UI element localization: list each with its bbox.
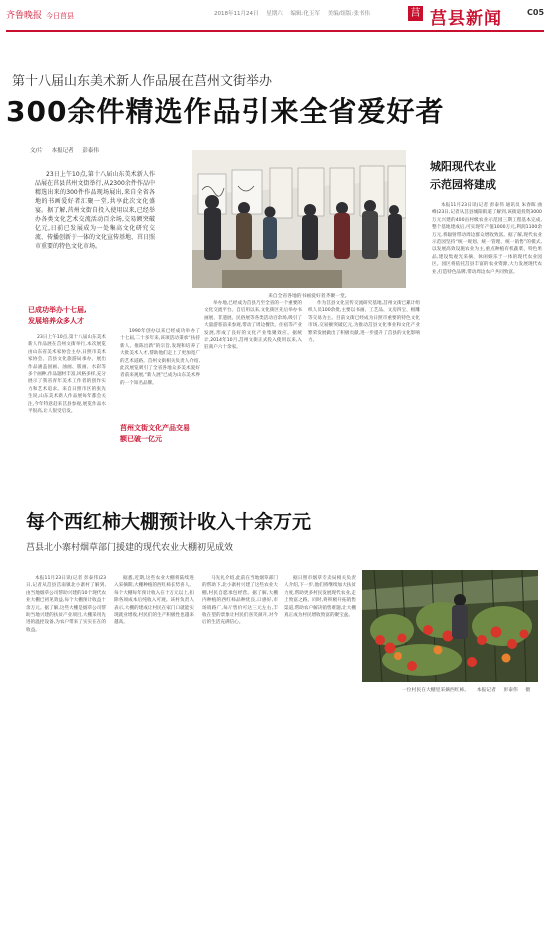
article1-column-2 [120, 328, 200, 420]
designer-credit: 美编/组版:张书伟 [327, 11, 370, 17]
sidebar-headline-line2: 示范园将建成 [430, 178, 496, 191]
caption-text: 一位村民在大棚里采摘西红柿。 [402, 688, 470, 693]
sidebar-body [432, 202, 542, 450]
article2-subtitle: 莒县北小寨村烟草部门援建的现代农业大棚初见成效 [26, 543, 234, 553]
article2-column-4 [284, 575, 356, 699]
caption-role: 本报记者 [476, 688, 496, 693]
section-logo-icon: 莒 [408, 6, 423, 21]
exhibition-photo [192, 150, 406, 288]
tomato-greenhouse-image [362, 570, 538, 682]
article2-column-2 [114, 575, 194, 699]
header-divider [6, 30, 544, 32]
brand-name: 齐鲁晚报 [6, 11, 43, 21]
brand-sub: 今日莒县 [46, 12, 75, 20]
editor-credit: 编辑:化玉军 [290, 11, 320, 17]
column-paragraph: 1990年创办以来已经成功举办了十七届,二十多年来,该项活动秉承“扶持新人、推陈出新”的宗旨,发现和培养了大批美术人才,帮助他们走上了更加宽广的艺术道路。莒州文街相关负责人介绍,此次展览吸引了全省各地众多美术爱好者前来观展,“新人展”已成为山东美术界的一个知名品牌。 [120, 329, 200, 386]
tomato-greenhouse-photo [362, 570, 538, 682]
article1-subtitle: 第十八届山东美术新人作品展在莒州文街举办 [12, 74, 273, 89]
byline-type: 文/片 [30, 148, 43, 154]
column-paragraph: 据日照市烟草专卖局相关负责人介绍,下一步,他们将继续加大扶贫力度,帮助更多村民发展现代农业,走上致富之路。同时,将积极开拓销售渠道,帮助农户解决销售难题,让大棚真正成为村民增收致富的聚宝盆。 [284, 576, 356, 619]
column-paragraph: 马先礼介绍,此前在当地烟草部门的帮助下,北小寨村兴建了这些农业大棚,村民自愿承包经营。据了解,大棚内种植的西红柿品种优良,口感好,市场销路广,每斤售价可达三元左右,丰收在望的景象让村民们喜笑颜开,对今后的生活充满信心。 [202, 576, 278, 626]
exhibition-photo-caption: 来自全省各地的书画爱好者齐聚一堂。 [268, 294, 350, 299]
column-paragraph: 23日上午10点,第十八届山东美术新人作品展在莒州文街举行,本次展览由山东省美术家协会主办,日照市美术家协会、莒县文化旅游局承办。展出作品涵盖国画、油画、版画、水彩等多个画种,作品题材丰富,风格多样,充分展示了我省青年美术工作者的创作实力和艺术追求。来自日照市区的张先生说,山东美术新人作品展每年都会关注,今年特意赶来莒县参观,展览作品水平很高,让人很受启发。 [28, 335, 106, 415]
article2-column-1 [26, 575, 106, 699]
issue-meta [214, 9, 376, 17]
byline-role: 本报记者 [51, 148, 74, 154]
column-paragraph: 据悉,近期,这些农业大棚将陆续进入采摘期,大棚种植的西红柿长势喜人。每个大棚每年预计收入在十万元以上,扣除各项成本后纯收入可观。该村负责人表示,大棚的建成让村民在家门口就能实现就业增收,村民们的生产积极性也越来越高。 [114, 576, 194, 626]
sidebar-headline [430, 158, 496, 194]
article1-column-1 [28, 334, 106, 466]
column-paragraph: 举办地,已经成为莒县乃至全省的一个重要的文化交流平台。自启用以来,文化街区先后举办书画展、非遗展、民俗展等各类活动百余场,吸引了大量游客前来参观,带动了周边餐饮、住宿等产业发展,形成了良好的文化产业集聚效应。据统计,2014年10月,莒州文街正式投入使用以来,入驻商户六十余家。 [204, 301, 302, 351]
column-paragraph: 作为莒县文化宣传交流研究基地,莒州文街已累计组织人员100余批,主要以书画、工艺品、文房四宝、根雕等交易为主。目前文街已经成为日照市重要的特色文化市场,交易额突破亿元,为推动莒县文化事业和文化产业繁荣发展做出了积极贡献,进一步提升了莒县的文化影响力。 [308, 301, 420, 344]
article1-lead [35, 170, 155, 251]
article2-column-3 [202, 575, 278, 699]
page-number: C05 [527, 8, 545, 17]
page-bottom-margin [0, 712, 550, 930]
pullquote-second: 莒州文街文化产品交易额已破一亿元 [120, 424, 190, 443]
exhibition-scene-image [192, 150, 406, 288]
newspaper-masthead [6, 8, 74, 21]
article1-headline: 300余件精选作品引来全省爱好者 [6, 95, 445, 128]
tomato-photo-caption [402, 686, 536, 693]
article2-headline: 每个西红柿大棚预计收入十余万元 [26, 511, 312, 533]
section-title: 莒县新闻 [430, 9, 502, 29]
page-header [0, 0, 550, 28]
article1-column-3 [204, 300, 302, 462]
sidebar-headline-line1: 城阳现代农业 [430, 160, 496, 173]
caption-credit: 摄 [525, 688, 531, 693]
issue-date: 2018年11月24日 [214, 11, 259, 17]
pullquote-first: 已成功举办十七届,发展培养众多人才 [28, 306, 87, 325]
column-paragraph: 本报11月23日讯(记者 彭泰伟)23日,记者从莒县莒南镇北小寨村了解到,由当地烟草公司帮助兴建的10个现代农业大棚已初见效益,每个大棚预计收益十余万元。据了解,这些大棚是烟草公司帮助当地兴建的扶贫产业项目,大棚采用先进的温控设备,为农户带来了实实在在的收益。 [26, 576, 106, 633]
article1-column-4 [308, 300, 420, 462]
sidebar-paragraph: 本报11月23日讯(记者 彭泰伟 通讯员 朱春晖 曲峰)23日,记者从莒县城阳街道了解到,该街道投资3000万元兴建的400亩村级农业示范园三期工程基本完成,整个基地建成后,可实现年产值1000万元,利润1100余万元,将辐射带动周边群众增收致富。据了解,现代农业示范园坚持“统一规划、统一管理、统一销售”的模式,以发展高效设施农业为主,重点种植有机蔬菜、特色果品,建设集观光采摘、休闲娱乐于一体的现代农业园区。园区将依托莒县丰富的农业资源,大力发展现代农业,打造特色品牌,带动周边农户共同致富。 [432, 203, 542, 275]
lead-paragraph: 23日上午10点,第十八届山东美术新人作品展在莒县莒州文街举行,从2300余件作品中精选出来的300件作品现场展出,来自全省各地的书画爱好者汇聚一堂,共享此次文化盛宴。据了解,莒州文街自投入使用以来,已经举办各类文化艺术交流活动百余场,交易额突破亿元,日前已发展成为一处集高文化研究交流、传播创新于一体的文化宣传基地、莒日照市重要的特色文化市场。 [35, 171, 156, 250]
issue-weekday: 星期六 [266, 11, 283, 17]
byline-author: 彭泰伟 [82, 148, 99, 154]
caption-author: 彭泰伟 [503, 688, 518, 693]
article1-byline [30, 146, 106, 154]
